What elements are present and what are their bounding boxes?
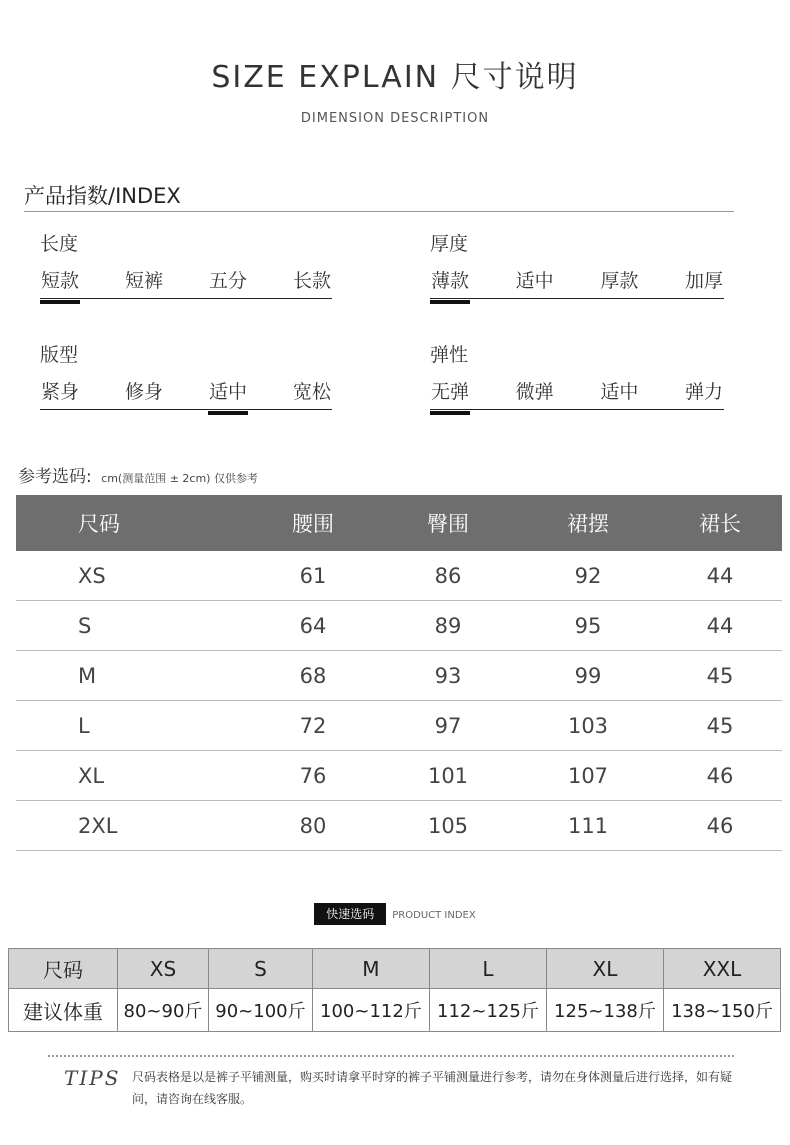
weight-cell: 80~90斤 bbox=[118, 989, 209, 1032]
value-cell: 68 bbox=[248, 651, 378, 701]
weight-cell: 138~150斤 bbox=[663, 989, 780, 1032]
index-group-length bbox=[40, 229, 332, 299]
weight-table bbox=[8, 948, 781, 1032]
value-cell: 72 bbox=[248, 701, 378, 751]
size-table-header bbox=[16, 495, 782, 551]
weight-cell: 125~138斤 bbox=[546, 989, 663, 1032]
group-label: 厚度 bbox=[430, 233, 469, 255]
option: 短裤 bbox=[124, 270, 163, 292]
value-cell: 99 bbox=[518, 651, 658, 701]
reference-label bbox=[18, 462, 258, 487]
header-cell: XS bbox=[118, 949, 209, 989]
header-cell: L bbox=[429, 949, 546, 989]
dotted-divider bbox=[48, 1055, 734, 1057]
header-cell: 尺码 bbox=[9, 949, 118, 989]
divider bbox=[24, 211, 734, 212]
value-cell: 93 bbox=[378, 651, 518, 701]
table-row bbox=[16, 551, 782, 601]
option: 加厚 bbox=[684, 270, 723, 292]
table-row bbox=[16, 751, 782, 801]
quick-select-badge: 快速选码 bbox=[314, 903, 386, 925]
index-title: 产品指数/INDEX bbox=[24, 184, 181, 208]
value-cell: 44 bbox=[658, 551, 782, 601]
size-cell: 2XL bbox=[16, 801, 248, 851]
weight-cell: 100~112斤 bbox=[312, 989, 429, 1032]
table-row bbox=[16, 701, 782, 751]
value-cell: 103 bbox=[518, 701, 658, 751]
tips-text: 尺码表格是以是裤子平铺测量，购买时请拿平时穿的裤子平铺测量进行参考，请勿在身体测量后进行选择，如有疑问，请咨询在线客服。 bbox=[132, 1070, 733, 1106]
table-row bbox=[16, 601, 782, 651]
value-cell: 44 bbox=[658, 601, 782, 651]
size-table bbox=[16, 495, 782, 851]
option-selected: 短款 bbox=[40, 268, 80, 298]
weight-cell: 90~100斤 bbox=[208, 989, 312, 1032]
value-cell: 86 bbox=[378, 551, 518, 601]
reference-note: cm(测量范围 ± 2cm) 仅供参考 bbox=[101, 472, 258, 485]
value-cell: 107 bbox=[518, 751, 658, 801]
value-cell: 92 bbox=[518, 551, 658, 601]
value-cell: 101 bbox=[378, 751, 518, 801]
option-row bbox=[40, 379, 332, 410]
size-cell: S bbox=[16, 601, 248, 651]
option: 微弹 bbox=[515, 381, 554, 403]
group-label: 版型 bbox=[40, 344, 79, 366]
quick-select-heading bbox=[0, 905, 790, 922]
value-cell: 105 bbox=[378, 801, 518, 851]
option-row bbox=[40, 268, 332, 299]
weight-cell: 112~125斤 bbox=[429, 989, 546, 1032]
header-cell: 裙摆 bbox=[518, 495, 658, 551]
header-cell: 臀围 bbox=[378, 495, 518, 551]
group-label: 长度 bbox=[40, 233, 79, 255]
header-cell: 腰围 bbox=[248, 495, 378, 551]
index-group-thickness bbox=[430, 229, 724, 299]
size-cell: M bbox=[16, 651, 248, 701]
value-cell: 46 bbox=[658, 801, 782, 851]
header-cell: S bbox=[208, 949, 312, 989]
option: 适中 bbox=[515, 270, 554, 292]
option: 厚款 bbox=[600, 270, 639, 292]
option: 长款 bbox=[292, 270, 331, 292]
option-selected: 无弹 bbox=[430, 379, 470, 409]
group-label: 弹性 bbox=[430, 344, 469, 366]
tips-label: TIPS bbox=[64, 1066, 121, 1090]
size-cell: XL bbox=[16, 751, 248, 801]
header-cell: 裙长 bbox=[658, 495, 782, 551]
table-row bbox=[16, 651, 782, 701]
value-cell: 76 bbox=[248, 751, 378, 801]
header-cell: M bbox=[312, 949, 429, 989]
size-cell: L bbox=[16, 701, 248, 751]
value-cell: 45 bbox=[658, 651, 782, 701]
value-cell: 89 bbox=[378, 601, 518, 651]
header-cell: XXL bbox=[663, 949, 780, 989]
page-subtitle: DIMENSION DESCRIPTION bbox=[300, 111, 490, 126]
value-cell: 61 bbox=[248, 551, 378, 601]
option: 宽松 bbox=[292, 381, 331, 403]
row-label: 建议体重 bbox=[9, 989, 118, 1032]
option: 五分 bbox=[208, 270, 247, 292]
weight-row bbox=[9, 989, 781, 1032]
quick-select-en: PRODUCT INDEX bbox=[392, 910, 476, 921]
header-cell: XL bbox=[546, 949, 663, 989]
index-group-fit bbox=[40, 340, 332, 410]
value-cell: 64 bbox=[248, 601, 378, 651]
value-cell: 46 bbox=[658, 751, 782, 801]
option-selected: 薄款 bbox=[430, 268, 470, 298]
page-title: SIZE EXPLAIN 尺寸说明 bbox=[211, 60, 579, 95]
header-cell: 尺码 bbox=[16, 495, 248, 551]
size-cell: XS bbox=[16, 551, 248, 601]
option: 弹力 bbox=[684, 381, 723, 403]
option-row bbox=[430, 379, 724, 410]
table-row bbox=[16, 801, 782, 851]
option: 修身 bbox=[124, 381, 163, 403]
reference-title: 参考选码: bbox=[18, 467, 92, 487]
index-group-elasticity bbox=[430, 340, 724, 410]
value-cell: 45 bbox=[658, 701, 782, 751]
option: 紧身 bbox=[41, 381, 80, 403]
option-selected: 适中 bbox=[208, 379, 248, 409]
weight-table-header bbox=[9, 949, 781, 989]
option: 适中 bbox=[600, 381, 639, 403]
option-row bbox=[430, 268, 724, 299]
value-cell: 80 bbox=[248, 801, 378, 851]
value-cell: 111 bbox=[518, 801, 658, 851]
value-cell: 95 bbox=[518, 601, 658, 651]
value-cell: 97 bbox=[378, 701, 518, 751]
